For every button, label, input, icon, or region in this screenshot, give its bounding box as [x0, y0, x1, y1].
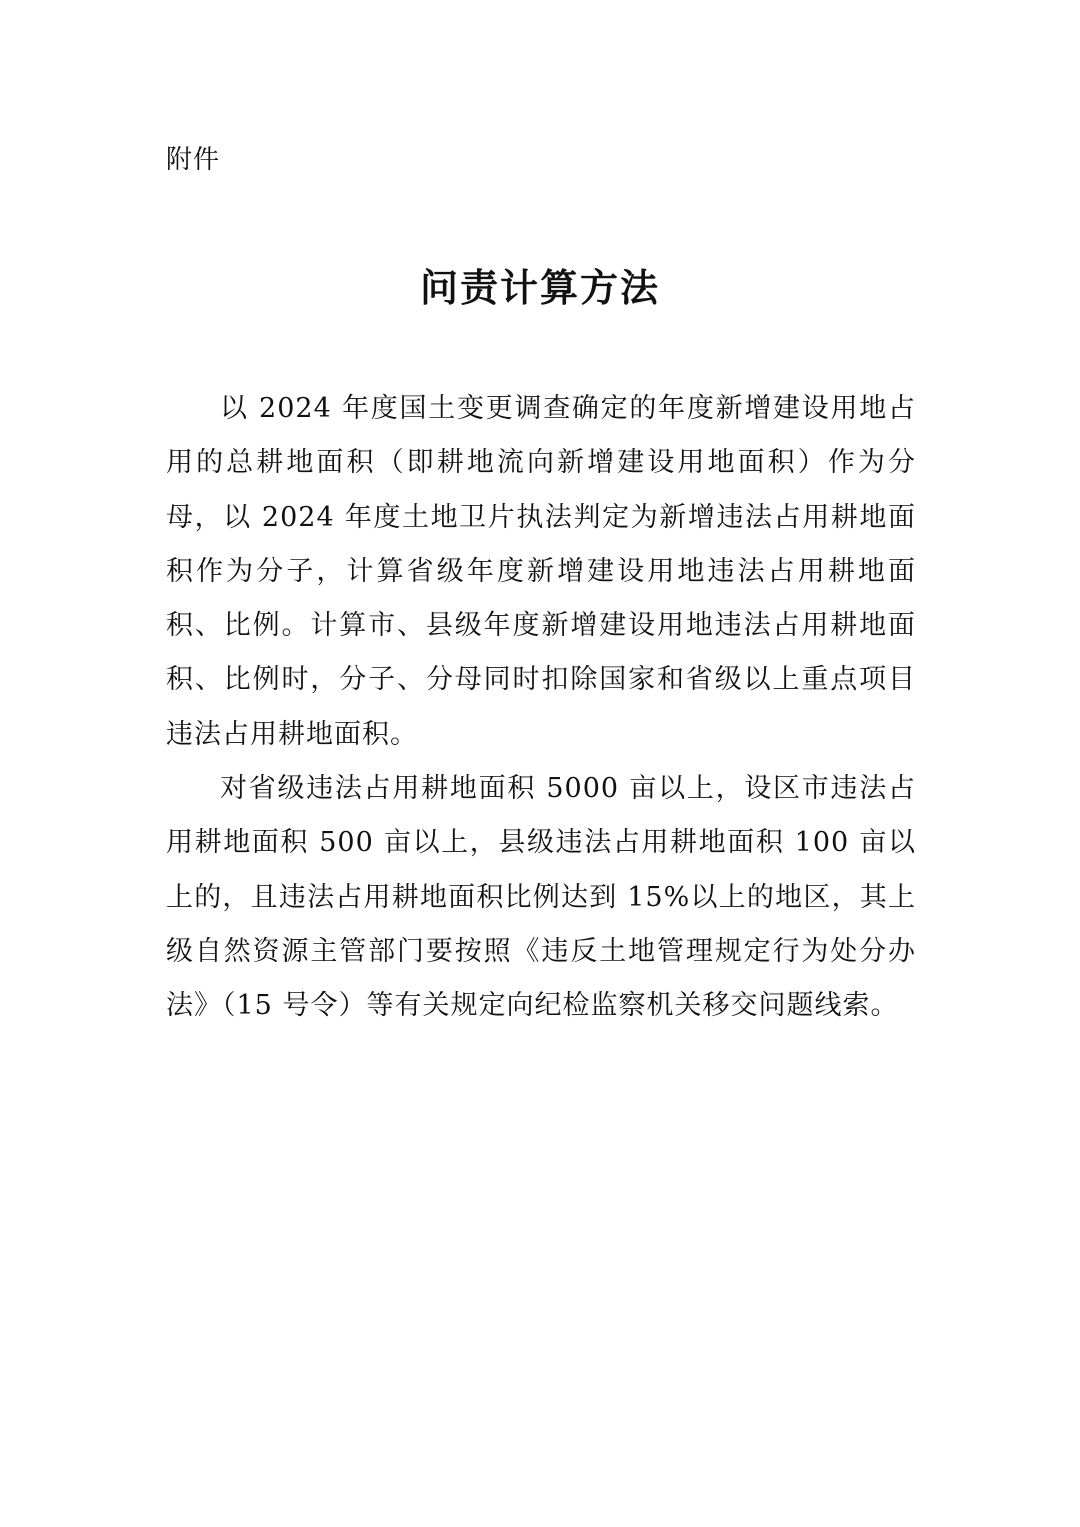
attachment-label: 附件: [166, 145, 221, 175]
document-body: [166, 382, 916, 1034]
page-title: 问责计算方法: [419, 265, 660, 310]
paragraph-calculation-method: 以 2024 年度国土变更调查确定的年度新增建设用地占用的总耕地面积（即耕地流向新增建设用地面积）作为分母，以 2024 年度土地卫片执法判定为新增违法占用耕地面积作为分子，计算省级年度新增建设用地违法占用耕地面积、比例。计算市、县级年度新增建设用地违法占用耕地面积、比例时，分子、分母同时扣除国家和省级以上重点项目违法占用耕地面积。: [166, 393, 916, 750]
paragraph-accountability-threshold: 对省级违法占用耕地面积 5000 亩以上，设区市违法占用耕地面积 500 亩以上，县级违法占用耕地面积 100 亩以上的，且违法占用耕地面积比例达到 15%以上的地区，其上级自然资源主管部门要按照《违反土地管理规定行为处分办法》（15 号令）等有关规定向纪检监察机关移交问题线索。: [166, 773, 916, 1022]
